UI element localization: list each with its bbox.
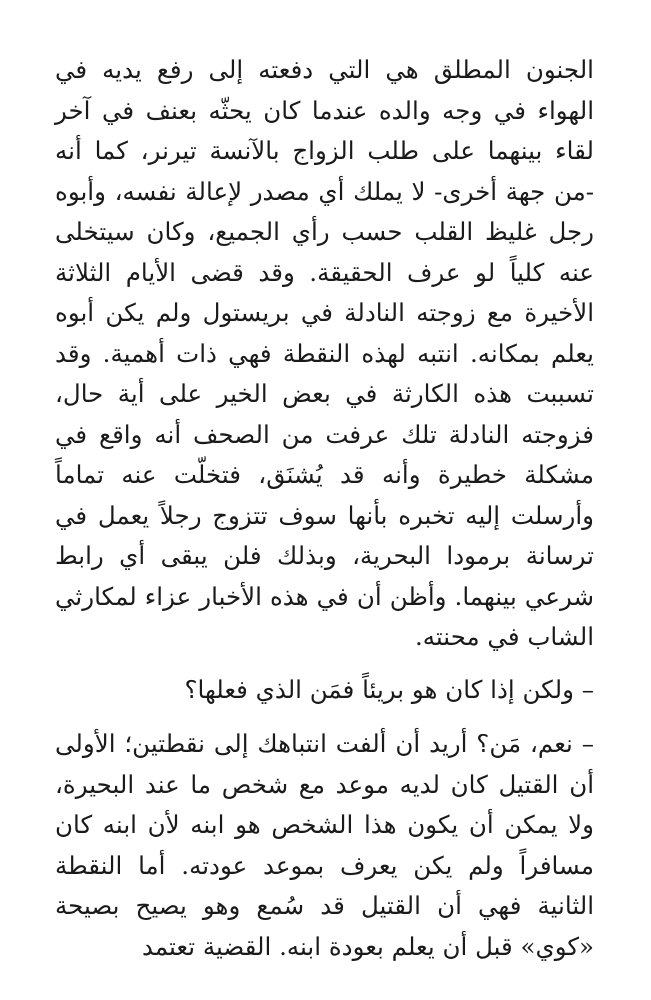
paragraph-dialogue-answer: – نعم، مَن؟ أريد أن ألفت انتباهك إلى نقطتين؛ الأولى أن القتيل كان لديه موعد مع شخص ما عند البحيرة، ولا يمكن أن يكون هذا الشخص هو ابنه لأن ابنه كان مسافراً ولم يكن يعرف بموعد عودته. أما النقطة الثانية فهي أن القتيل قد سُمع وهو يصيح بصيحة «كوي» قبل أن يعلم بعودة ابنه. القضية تعتمد (55, 729, 594, 961)
paragraph-dialogue-question: – ولكن إذا كان هو بريئاً فمَن الذي فعلها؟ (184, 674, 594, 704)
paragraph-narration: الجنون المطلق هي التي دفعته إلى رفع يديه في الهواء في وجه والده عندما كان يحثّه بعنف في آخر لقاء بينهما على طلب الزواج بالآنسة تيرنر، كما أنه -من جهة أخرى- لا يملك أي مصدر لإعالة نفسه، وأبوه رجل غليظ القلب حسب رأي الجميع، وكان سيتخلى عنه كلياً لو عرف الحقيقة. وقد قضى الأيام الثلاثة الأخيرة مع زوجته النادلة في بريستول ولم يكن أبوه يعلم بمكانه. انتبه لهذه النقطة فهي ذات أهمية. وقد تسببت هذه الكارثة في بعض الخير على أية حال، فزوجته النادلة تلك عرفت من الصحف أنه واقع في مشكلة خطيرة وأنه قد يُشنَق، فتخلّت عنه تماماً وأرسلت إليه تخبره بأنها سوف تتزوج رجلاً يعمل في ترسانة برمودا البحرية، وبذلك فلن يبقى أي رابط شرعي بينهما. وأظن أن في هذه الأخبار عزاء لمكارثي الشاب في محنته. (55, 55, 594, 651)
